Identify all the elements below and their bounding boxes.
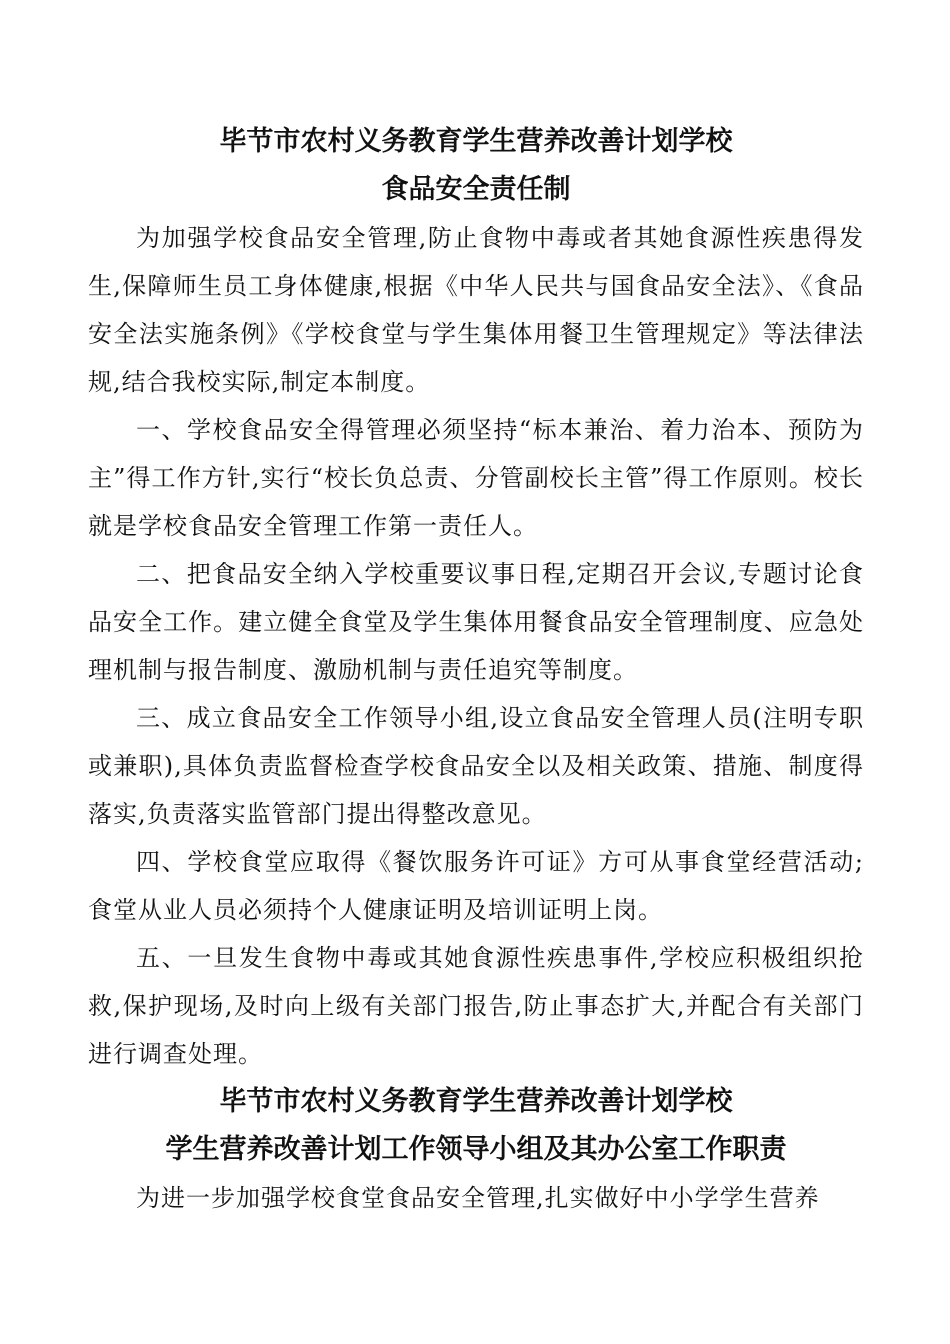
section2-paragraph-intro: 为进一步加强学校食堂食品安全管理,扎实做好中小学学生营养 xyxy=(136,1184,820,1212)
section1-paragraph-intro: 为加强学校食品安全管理,防止食物中毒或者其她食源性疾患得发生,保障师生员工身体健康,根据《中华人民共与国食品安全法》、《食品安全法实施条例》《学校食堂与学生集体用餐卫生管理规定》等法律法规,结合我校实际,制定本制度。 xyxy=(88,224,864,396)
document-body xyxy=(88,118,864,1222)
section1-paragraph-2: 二、把食品安全纳入学校重要议事日程,定期召开会议,专题讨论食品安全工作。建立健全食堂及学生集体用餐食品安全管理制度、应急处理机制与报告制度、激励机制与责任追究等制度。 xyxy=(88,560,864,684)
section1-paragraph-1: 一、学校食品安全得管理必须坚持“标本兼治、着力治本、预防为主”得工作方针,实行“校长负总责、分管副校长主管”得工作原则。校长就是学校食品安全管理工作第一责任人。 xyxy=(88,416,864,540)
section1-paragraph-3: 三、成立食品安全工作领导小组,设立食品安全管理人员(注明专职或兼职),具体负责监督检查学校食品安全以及相关政策、措施、制度得落实,负责落实监管部门提出得整改意见。 xyxy=(88,704,864,828)
section1-paragraph-5: 五、一旦发生食物中毒或其她食源性疾患事件,学校应积极组织抢救,保护现场,及时向上级有关部门报告,防止事态扩大,并配合有关部门进行调查处理。 xyxy=(88,944,864,1068)
section1-title-line1: 毕节市农村义务教育学生营养改善计划学校 xyxy=(219,126,733,157)
section1-title-line2: 食品安全责任制 xyxy=(381,174,571,205)
section2-title-line1: 毕节市农村义务教育学生营养改善计划学校 xyxy=(219,1086,733,1117)
section1-paragraph-4: 四、学校食堂应取得《餐饮服务许可证》方可从事食堂经营活动;食堂从业人员必须持个人健康证明及培训证明上岗。 xyxy=(88,848,864,924)
section2-title-line2: 学生营养改善计划工作领导小组及其办公室工作职责 xyxy=(165,1134,787,1165)
